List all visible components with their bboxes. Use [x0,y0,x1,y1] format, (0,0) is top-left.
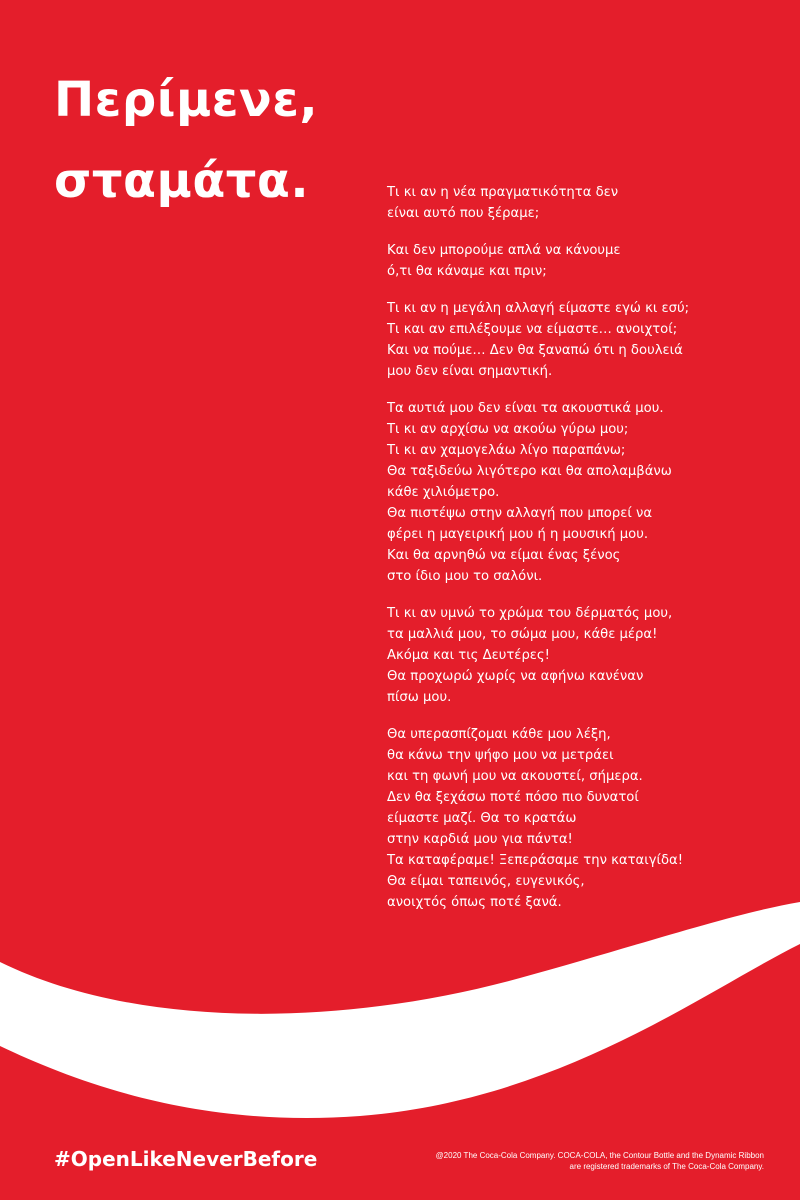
poem-line: ανοιχτός όπως ποτέ ξανά. [387,895,562,910]
dynamic-ribbon-icon [0,900,800,1140]
poem-line: Και θα αρνηθώ να είμαι ένας ξένος [387,548,621,563]
poem-stanza [387,240,787,282]
headline-line-1: Περίμενε, [54,72,319,128]
poem-line: μου δεν είναι σημαντική. [387,364,553,379]
legal-line-1: @2020 The Coca-Cola Company. COCA-COLA, the Contour Bottle and the Dynamic Ribbon [435,1151,764,1160]
hashtag: #OpenLikeNeverBefore [54,1147,318,1171]
poem-line: Θα ταξιδεύω λιγότερο και θα απολαμβάνω [387,464,672,479]
headline-line-2: σταμάτα. [54,153,310,209]
legal-line-2: are registered trademarks of The Coca-Cola Company. [569,1162,764,1171]
poem-stanza [387,603,787,708]
poem-line: ό,τι θα κάναμε και πριν; [387,264,547,279]
poem-line: Τι κι αν αρχίσω να ακούω γύρω μου; [387,422,629,437]
poem-line: Τι κι αν υμνώ το χρώμα του δέρματός μου, [387,606,673,621]
poem-line: Θα προχωρώ χωρίς να αφήνω κανέναν [387,669,644,684]
poem-line: Θα είμαι ταπεινός, ευγενικός, [387,874,585,889]
poem-line: είμαστε μαζί. Θα το κρατάω [387,811,577,826]
poem-line: και τη φωνή μου να ακουστεί, σήμερα. [387,769,643,784]
poem-stanza [387,724,787,913]
poem-line: Και δεν μπορούμε απλά να κάνουμε [387,243,621,258]
legal-notice [324,1150,764,1172]
poem-stanza [387,298,787,382]
poem-line: Και να πούμε… Δεν θα ξαναπώ ότι η δουλειά [387,343,683,358]
poem-line: Ακόμα και τις Δευτέρες! [387,648,550,663]
poem-stanza [387,182,787,224]
ribbon-wave [0,902,800,1118]
headline [54,60,318,222]
poem [387,182,787,929]
poem-line: στο ίδιο μου το σαλόνι. [387,569,543,584]
poem-line: Τα αυτιά μου δεν είναι τα ακουστικά μου. [387,401,664,416]
poem-stanza [387,398,787,587]
poem-line: Τι κι αν η μεγάλη αλλαγή είμαστε εγώ κι εσύ; [387,301,690,316]
poem-line: είναι αυτό που ξέραμε; [387,206,540,221]
poem-line: Δεν θα ξεχάσω ποτέ πόσο πιο δυνατοί [387,790,639,805]
poem-line: Τι κι αν χαμογελάω λίγο παραπάνω; [387,443,626,458]
poem-line: Τι κι αν η νέα πραγματικότητα δεν [387,185,619,200]
poem-line: Θα πιστέψω στην αλλαγή που μπορεί να [387,506,653,521]
poem-line: Τα καταφέραμε! Ξεπεράσαμε την καταιγίδα! [387,853,684,868]
poem-line: πίσω μου. [387,690,452,705]
poem-line: κάθε χιλιόμετρο. [387,485,500,500]
poem-line: Τι και αν επιλέξουμε να είμαστε… ανοιχτοί; [387,322,678,337]
poem-line: Θα υπερασπίζομαι κάθε μου λέξη, [387,727,611,742]
poem-line: τα μαλλιά μου, το σώμα μου, κάθε μέρα! [387,627,658,642]
poem-line: θα κάνω την ψήφο μου να μετράει [387,748,614,763]
poem-line: στην καρδιά μου για πάντα! [387,832,573,847]
poem-line: φέρει η μαγειρική μου ή η μουσική μου. [387,527,649,542]
